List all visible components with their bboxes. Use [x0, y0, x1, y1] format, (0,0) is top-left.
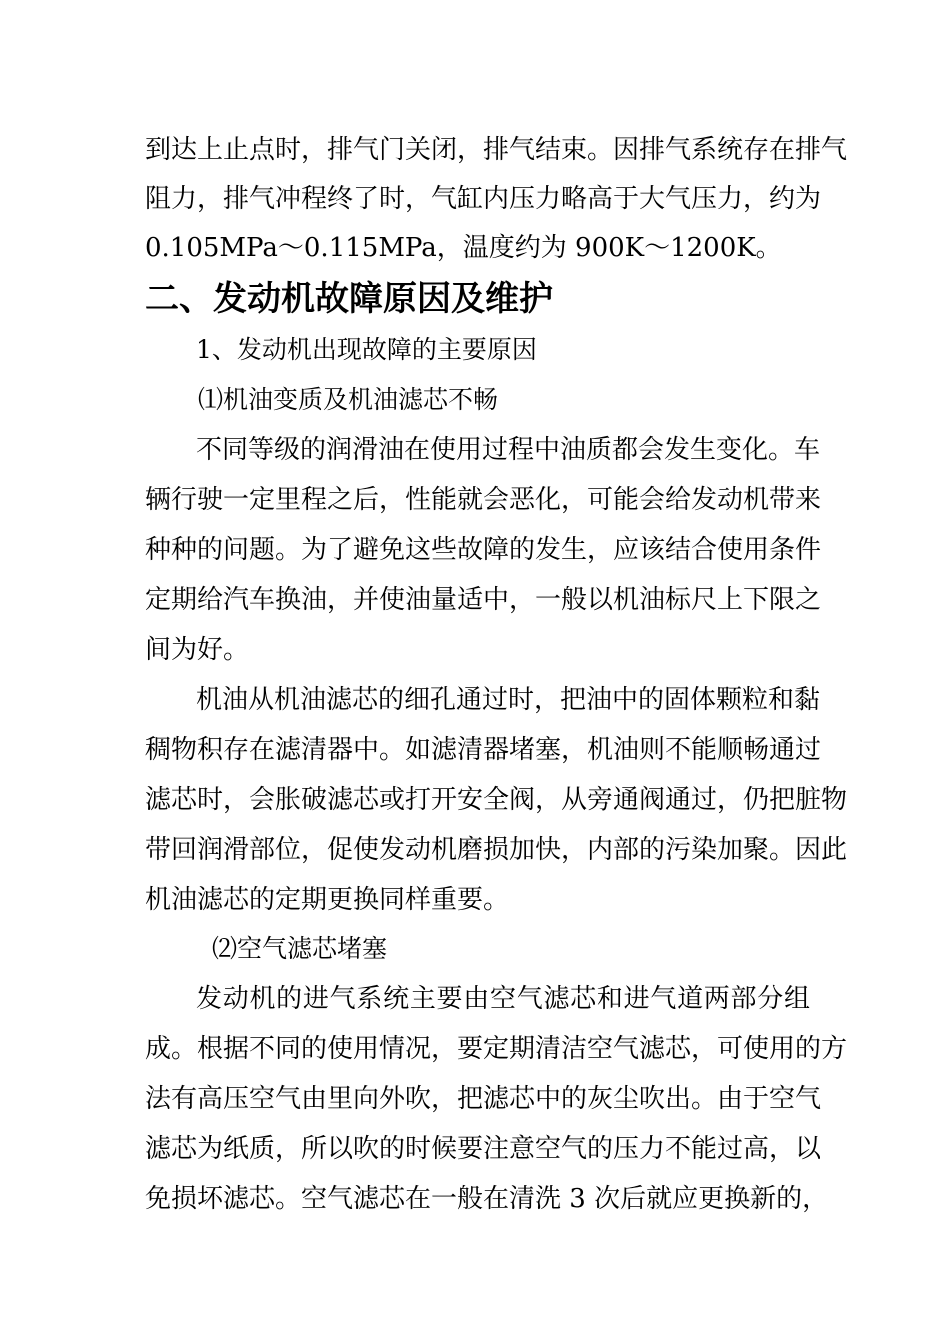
item1-para1-line-2: 辆行驶一定里程之后，性能就会恶化，可能会给发动机带来 — [145, 485, 822, 515]
item2-para1-line-1: 发动机的进气系统主要由空气滤芯和进气道两部分组 — [196, 984, 810, 1014]
item2-title: ⑵空气滤芯堵塞 — [212, 934, 388, 963]
section-subheading: 1、发动机出现故障的主要原因 — [196, 335, 537, 364]
item1-para2-line-1: 机油从机油滤芯的细孔通过时，把油中的固体颗粒和黏 — [196, 685, 821, 715]
item2-para1-line-4: 滤芯为纸质，所以吹的时候要注意空气的压力不能过高，以 — [145, 1134, 822, 1164]
item1-para2-line-5: 机油滤芯的定期更换同样重要。 — [145, 885, 510, 915]
intro-line-3: 0.105MPa～0.115MPa，温度约为 900K～1200K。 — [145, 233, 782, 263]
item1-para1-line-1: 不同等级的润滑油在使用过程中油质都会发生变化。车 — [196, 435, 821, 465]
intro-line-1: 到达上止点时，排气门关闭，排气结束。因排气系统存在排气 — [145, 135, 848, 165]
item2-para1-line-2: 成。根据不同的使用情况，要定期清洁空气滤芯，可使用的方 — [145, 1034, 848, 1064]
item1-title: ⑴机油变质及机油滤芯不畅 — [198, 385, 499, 414]
intro-line-2: 阻力，排气冲程终了时，气缸内压力略高于大气压力，约为 — [145, 184, 822, 214]
item1-para1-line-4: 定期给汽车换油，并使油量适中，一般以机油标尺上下限之 — [145, 585, 822, 615]
item1-para2-line-3: 滤芯时，会胀破滤芯或打开安全阀，从旁通阀通过，仍把脏物 — [145, 785, 848, 815]
section-heading: 二、发动机故障原因及维护 — [145, 279, 553, 319]
item2-para1-line-3: 法有高压空气由里向外吹，把滤芯中的灰尘吹出。由于空气 — [145, 1084, 822, 1114]
item1-para1-line-5: 间为好。 — [145, 635, 250, 665]
item1-para2-line-2: 稠物积存在滤清器中。如滤清器堵塞，机油则不能顺畅通过 — [145, 735, 822, 765]
item1-para1-line-3: 种种的问题。为了避免这些故障的发生，应该结合使用条件 — [145, 535, 822, 565]
item2-para1-line-5: 免损坏滤芯。空气滤芯在一般在清洗 3 次后就应更换新的， — [145, 1184, 829, 1214]
item1-para2-line-4: 带回润滑部位，促使发动机磨损加快，内部的污染加聚。因此 — [145, 835, 848, 865]
